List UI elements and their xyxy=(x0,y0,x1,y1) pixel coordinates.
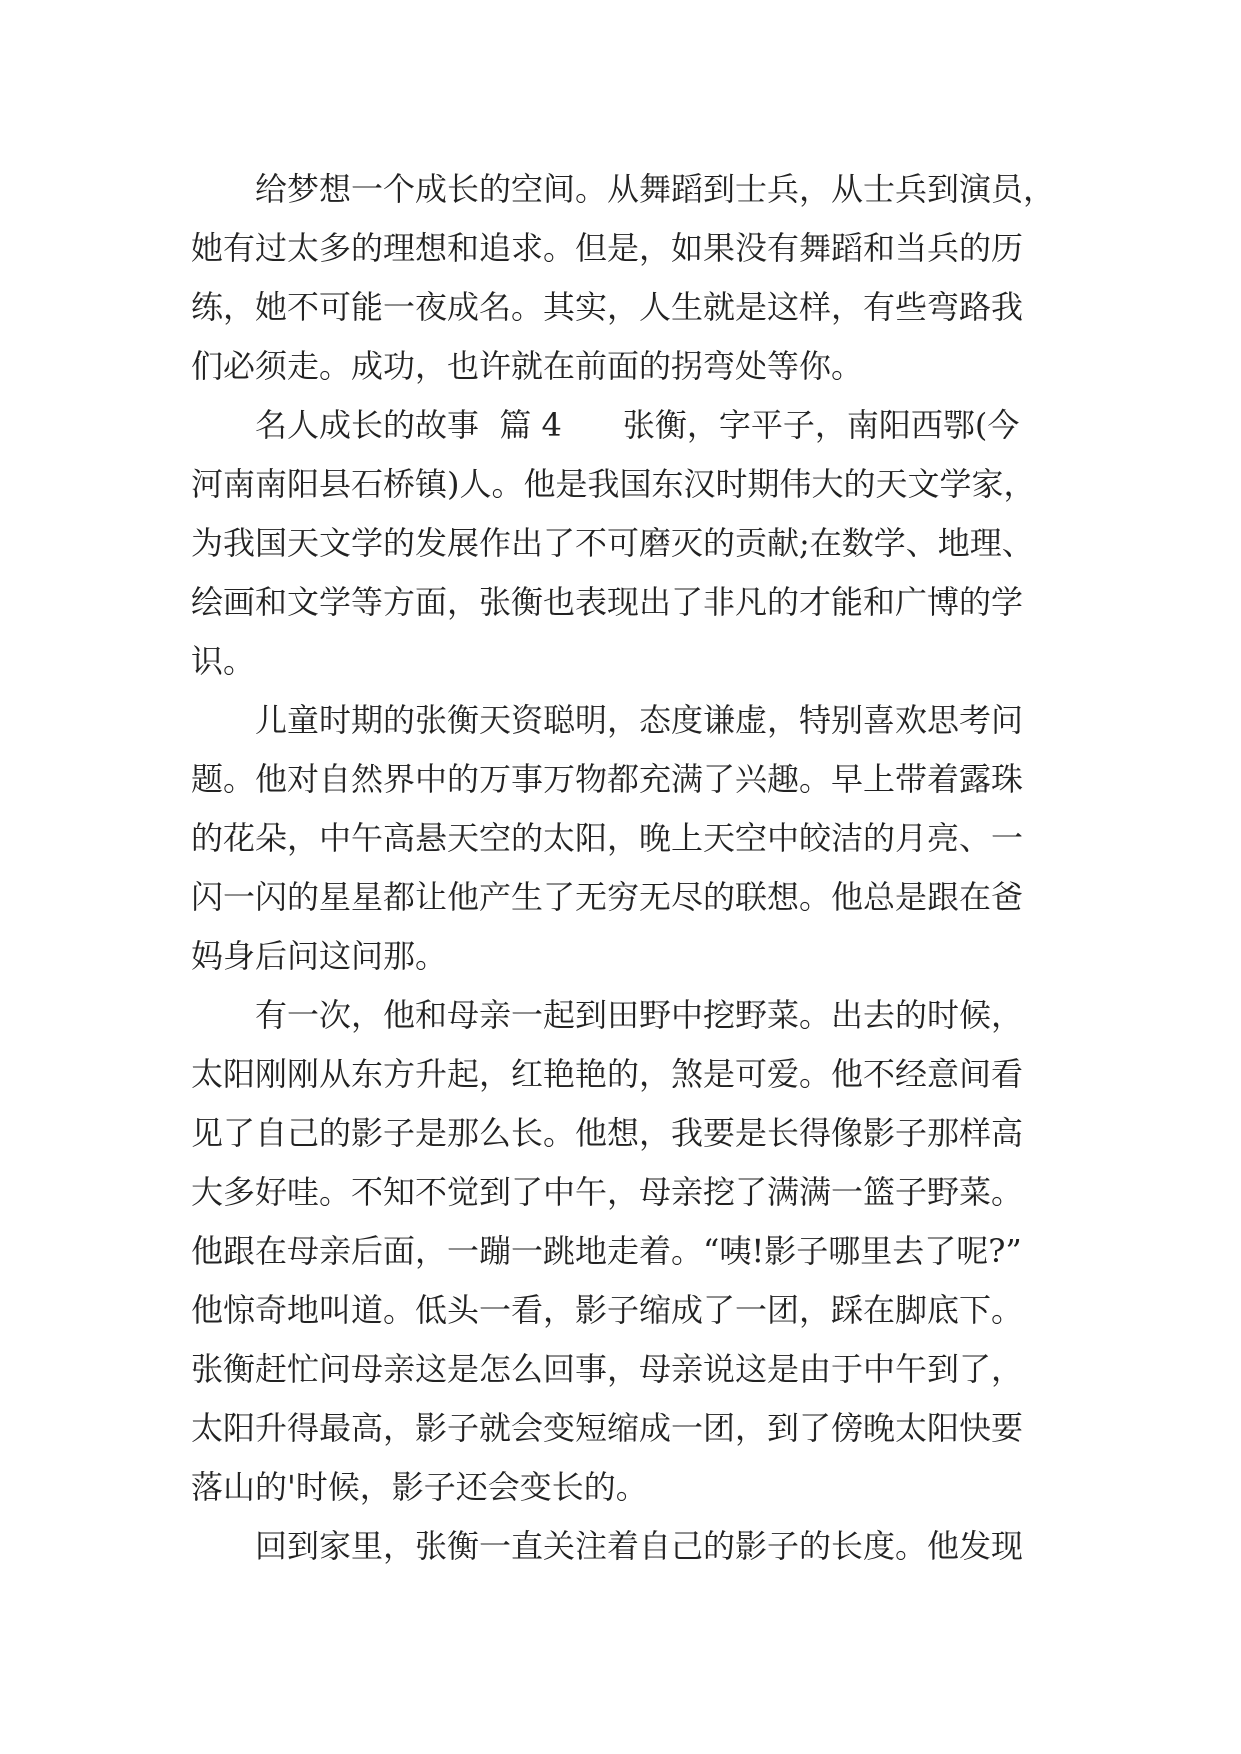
text-line: 识。 xyxy=(191,642,256,680)
document-body xyxy=(191,160,1056,1576)
text-line: 给梦想一个成长的空间。从舞蹈到士兵，从士兵到演员， xyxy=(255,170,1056,208)
text-line: 回到家里，张衡一直关注着自己的影子的长度。他发现 xyxy=(255,1527,1024,1565)
text-line: 儿童时期的张衡天资聪明，态度谦虚，特别喜欢思考问 xyxy=(255,701,1024,739)
paragraph-home xyxy=(191,1517,1051,1576)
text-line: 妈身后问这问那。 xyxy=(191,937,448,975)
text-line: 落山的'时候，影子还会变长的。 xyxy=(191,1468,648,1506)
text-line: 绘画和文学等方面，张衡也表现出了非凡的才能和广博的学 xyxy=(191,583,1024,621)
text-line: 张衡赶忙问母亲这是怎么回事，母亲说这是由于中午到了， xyxy=(191,1350,1024,1388)
paragraph-dream xyxy=(191,160,1056,396)
text-line: 们必须走。成功，也许就在前面的拐弯处等你。 xyxy=(191,347,864,385)
text-line: 见了自己的影子是那么长。他想，我要是长得像影子那样高 xyxy=(191,1114,1024,1152)
paragraph-zhangheng-intro xyxy=(191,396,1051,691)
paragraph-shadow-story xyxy=(191,986,1051,1517)
text-line: 有一次，他和母亲一起到田野中挖野菜。出去的时候， xyxy=(255,996,1024,1034)
text-line: 闪一闪的星星都让他产生了无穷无尽的联想。他总是跟在爸 xyxy=(191,878,1024,916)
text-line: 河南南阳县石桥镇)人。他是我国东汉时期伟大的天文学家， xyxy=(191,465,1036,503)
text-line: 他惊奇地叫道。低头一看，影子缩成了一团，踩在脚底下。 xyxy=(191,1291,1024,1329)
text-line: 太阳刚刚从东方升起，红艳艳的，煞是可爱。他不经意间看 xyxy=(191,1055,1024,1093)
text-line: 练，她不可能一夜成名。其实，人生就是这样，有些弯路我 xyxy=(191,288,1024,326)
text-line: 大多好哇。不知不觉到了中午，母亲挖了满满一篮子野菜。 xyxy=(191,1173,1024,1211)
text-line: 题。他对自然界中的万事万物都充满了兴趣。早上带着露珠 xyxy=(191,760,1024,798)
text-line: 太阳升得最高，影子就会变短缩成一团，到了傍晚太阳快要 xyxy=(191,1409,1024,1447)
text-line: 他跟在母亲后面，一蹦一跳地走着。“咦!影子哪里去了呢?” xyxy=(191,1232,1022,1270)
text-line: 的花朵，中午高悬天空的太阳，晚上天空中皎洁的月亮、一 xyxy=(191,819,1024,857)
text-line: 她有过太多的理想和追求。但是，如果没有舞蹈和当兵的历 xyxy=(191,229,1024,267)
paragraph-childhood xyxy=(191,691,1051,986)
text-line: 名人成长的故事 篇 4 张衡，字平子，南阳西鄂(今 xyxy=(255,406,1020,444)
text-line: 为我国天文学的发展作出了不可磨灭的贡献;在数学、地理、 xyxy=(191,524,1034,562)
